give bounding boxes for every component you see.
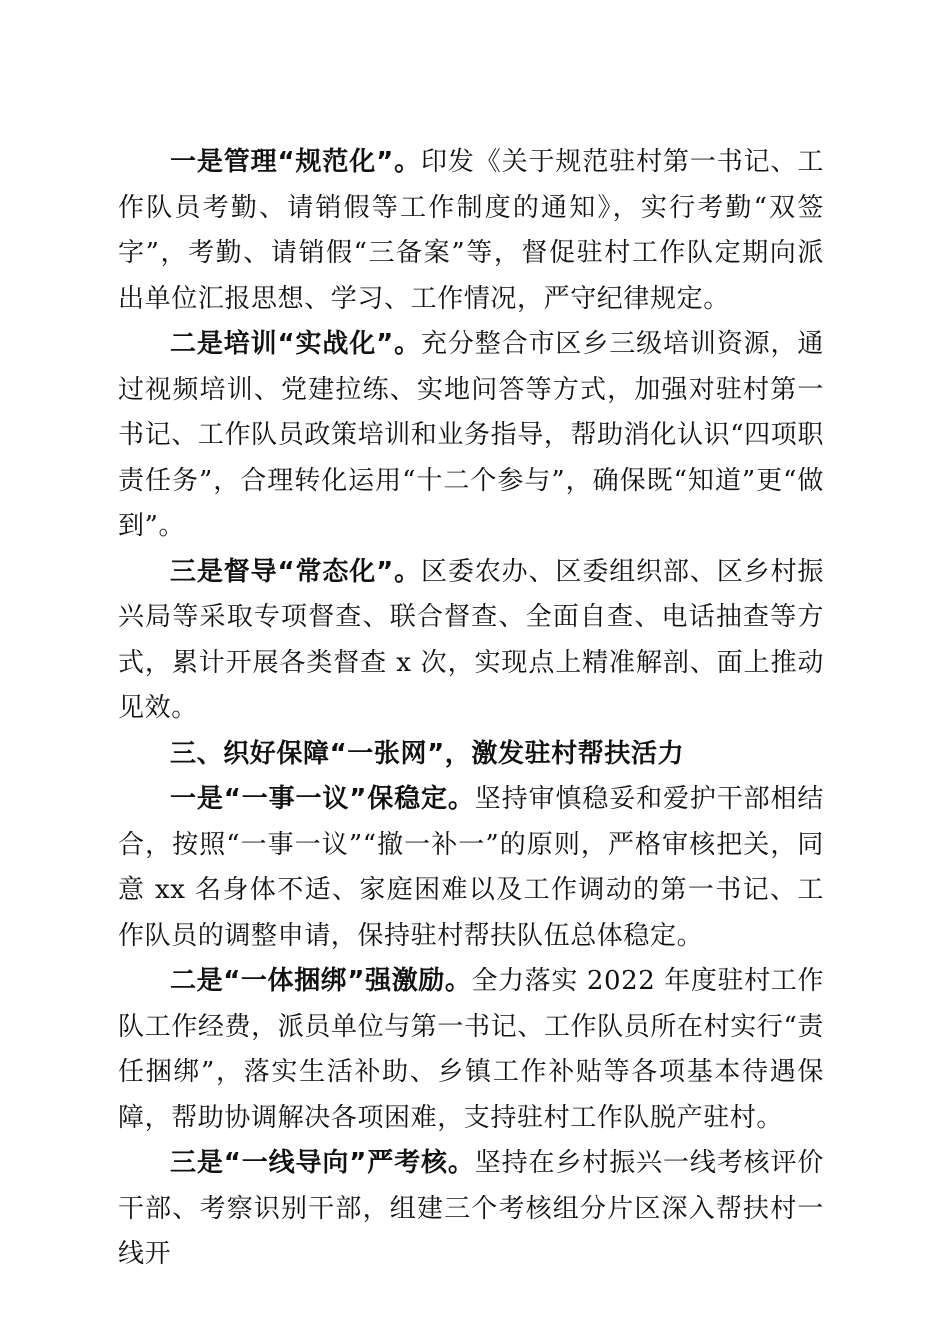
paragraph-lead: 三是督导“常态化”。 bbox=[170, 556, 422, 587]
paragraph-text: 区委农办、区委组织部、区乡村振兴局等采取专项督查、联合督查、全面自查、电话抽查等方式，累计开展各类督查 x 次，实现点上精准解剖、面上推动见效。 bbox=[118, 556, 824, 723]
paragraph-text: 印发《关于规范驻村第一书记、工作队员考勤、请销假等工作制度的通知》，实行考勤“双签字”，考勤、请销假“三备案”等，督促驻村工作队定期向派出单位汇报思想、学习、工作情况，严守纪律规定。 bbox=[118, 147, 824, 314]
paragraph-lead: 一是“一事一议”保稳定。 bbox=[170, 784, 475, 814]
paragraph-management bbox=[118, 140, 824, 322]
paragraph-lead: 二是“一体捆绑”强激励。 bbox=[170, 966, 472, 996]
paragraph-text: 坚持在乡村振兴一线考核评价干部、考察识别干部，组建三个考核组分片区深入帮扶村一线开 bbox=[118, 1148, 824, 1269]
paragraph-text: 充分整合市区乡三级培训资源，通过视频培训、党建拉练、实地问答等方式，加强对驻村第一书记、工作队员政策培训和业务指导，帮助消化认识“四项职责任务”，合理转化运用“十二个参与”，确保既“知道”更“做到”。 bbox=[118, 329, 824, 541]
paragraph-stability bbox=[118, 777, 824, 959]
paragraph-incentive bbox=[118, 959, 824, 1141]
paragraph-training bbox=[118, 322, 824, 550]
paragraph-lead: 一是管理“规范化”。 bbox=[170, 147, 422, 177]
section-heading: 三、织好保障“一张网”，激发驻村帮扶活力 bbox=[170, 738, 685, 769]
document-body bbox=[118, 140, 824, 1278]
paragraph-text: 坚持审慎稳妥和爱护干部相结合，按照“一事一议”“撤一补一”的原则，严格审核把关，同意 xx 名身体不适、家庭困难以及工作调动的第一书记、工作队员的调整申请，保持驻村帮扶队伍总体稳定。 bbox=[118, 784, 824, 951]
paragraph-lead: 三是“一线导向”严考核。 bbox=[170, 1148, 475, 1178]
paragraph-text: 全力落实 2022 年度驻村工作队工作经费，派员单位与第一书记、工作队员所在村实行“责任捆绑”，落实生活补助、乡镇工作补贴等各项基本待遇保障，帮助协调解决各项困难，支持驻村工作队脱产驻村。 bbox=[118, 966, 824, 1133]
paragraph-supervision bbox=[118, 550, 824, 732]
paragraph-lead: 二是培训“实战化”。 bbox=[170, 329, 422, 359]
paragraph-assessment bbox=[118, 1141, 824, 1278]
